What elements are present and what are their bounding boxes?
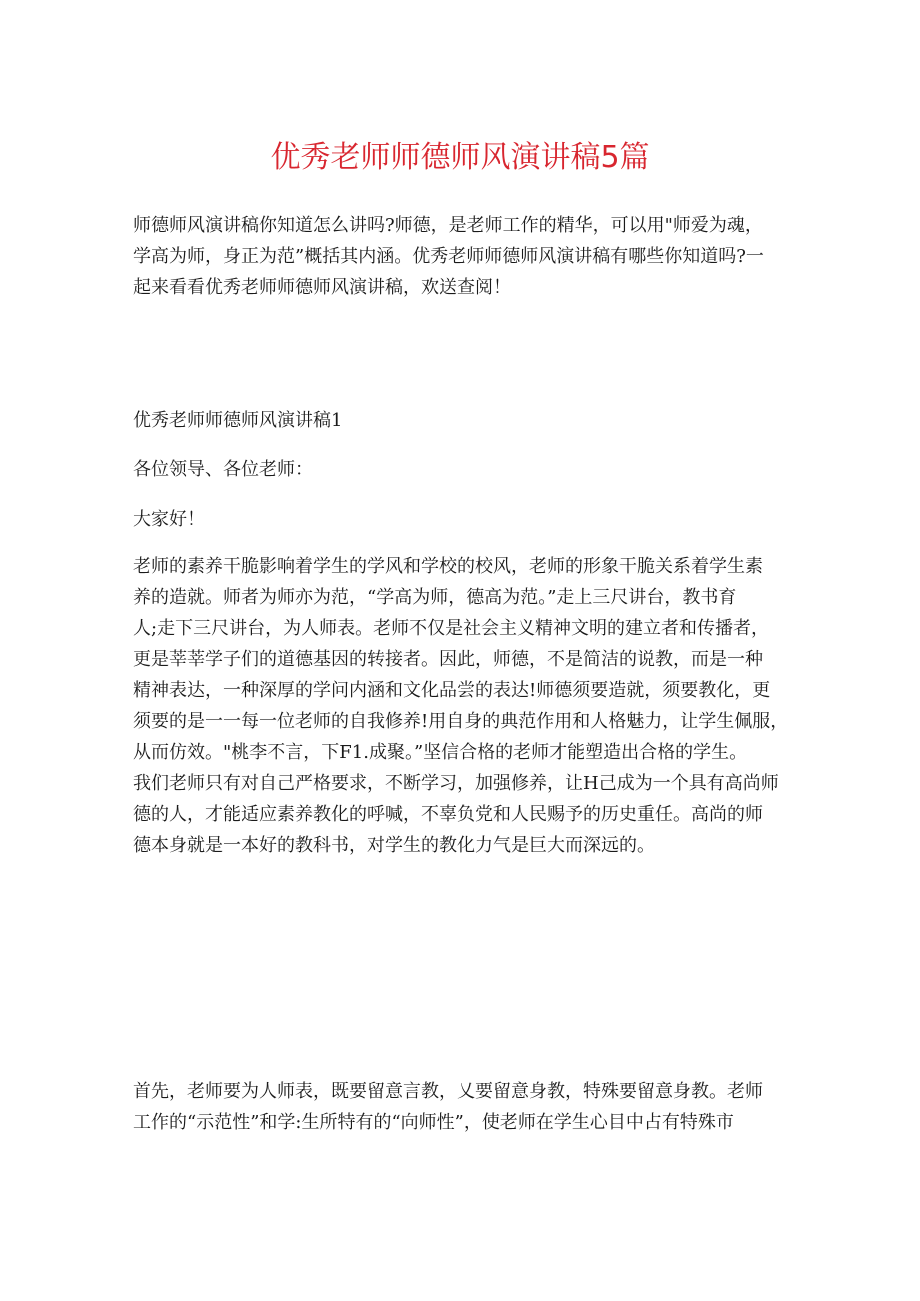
paragraph-line: 我们老师只有对自己严格要求，不断学习，加强修养，让H己成为一个具有高尚师	[133, 773, 779, 794]
salutation-text: 各位领导、各位老师：	[133, 459, 313, 480]
paragraph-line: 工作的“示范性”和学:生所特有的“向师性”，使老师在学生心目中占有特殊市	[133, 1112, 734, 1133]
greeting-text: 大家好！	[133, 509, 205, 530]
intro-line: 起来看看优秀老师师德师风演讲稿，欢送查阅！	[133, 277, 511, 298]
intro-paragraph	[133, 210, 795, 303]
paragraph-line: 德本身就是一本好的教科书，对学生的教化力气是巨大而深远的。	[133, 835, 655, 856]
section-title	[133, 405, 795, 436]
paragraph-line: 须要的是一一每一位老师的自我修养!用自身的典范作用和人格魅力，让学生佩服，	[133, 711, 789, 732]
body-paragraph-2	[133, 1076, 795, 1138]
intro-line: 师德师风演讲稿你知道怎么讲吗?师德，是老师工作的精华，可以用"师爱为魂，	[133, 215, 763, 236]
paragraph-line: 养的造就。师者为师亦为范，“学高为师，德高为范。”走上三尺讲台，教书育	[133, 587, 737, 608]
salutation	[133, 454, 795, 485]
paragraph-line: 首先，老师要为人师表，既要留意言教，乂要留意身教，特殊要留意身教。老师	[133, 1081, 763, 1102]
paragraph-line: 人;走下三尺讲台，为人师表。老师不仅是社会主义精神文明的建立者和传播者，	[133, 618, 770, 639]
paragraph-line: 更是莘莘学子们的道德基因的转接者。因此，师德，不是简洁的说教，而是一种	[133, 649, 763, 670]
paragraph-line: 从而仿效。"桃李不言，下F1.成聚。”坚信合格的老师才能塑造出合格的学生。	[133, 742, 748, 763]
body-paragraph-1	[133, 551, 795, 861]
section-title-text: 优秀老师师德师风演讲稿1	[133, 410, 343, 431]
paragraph-line: 德的人，才能适应素养教化的呼喊，不辜负党和人民赐予的历史重任。高尚的师	[133, 804, 763, 825]
paragraph-line: 老师的素养干脆影响着学生的学风和学校的校风，老师的形象干脆关系着学生素	[133, 556, 763, 577]
paragraph-line: 精神表达，一种深厚的学问内涵和文化品尝的表达!师德须要造就，须要教化，更	[133, 680, 771, 701]
greeting	[133, 504, 795, 535]
intro-line: 学高为师，身正为范”概括其内涵。优秀老师师德师风演讲稿有哪些你知道吗?一	[133, 246, 764, 267]
document-title: 优秀老师师德师风演讲稿5篇	[270, 140, 650, 175]
